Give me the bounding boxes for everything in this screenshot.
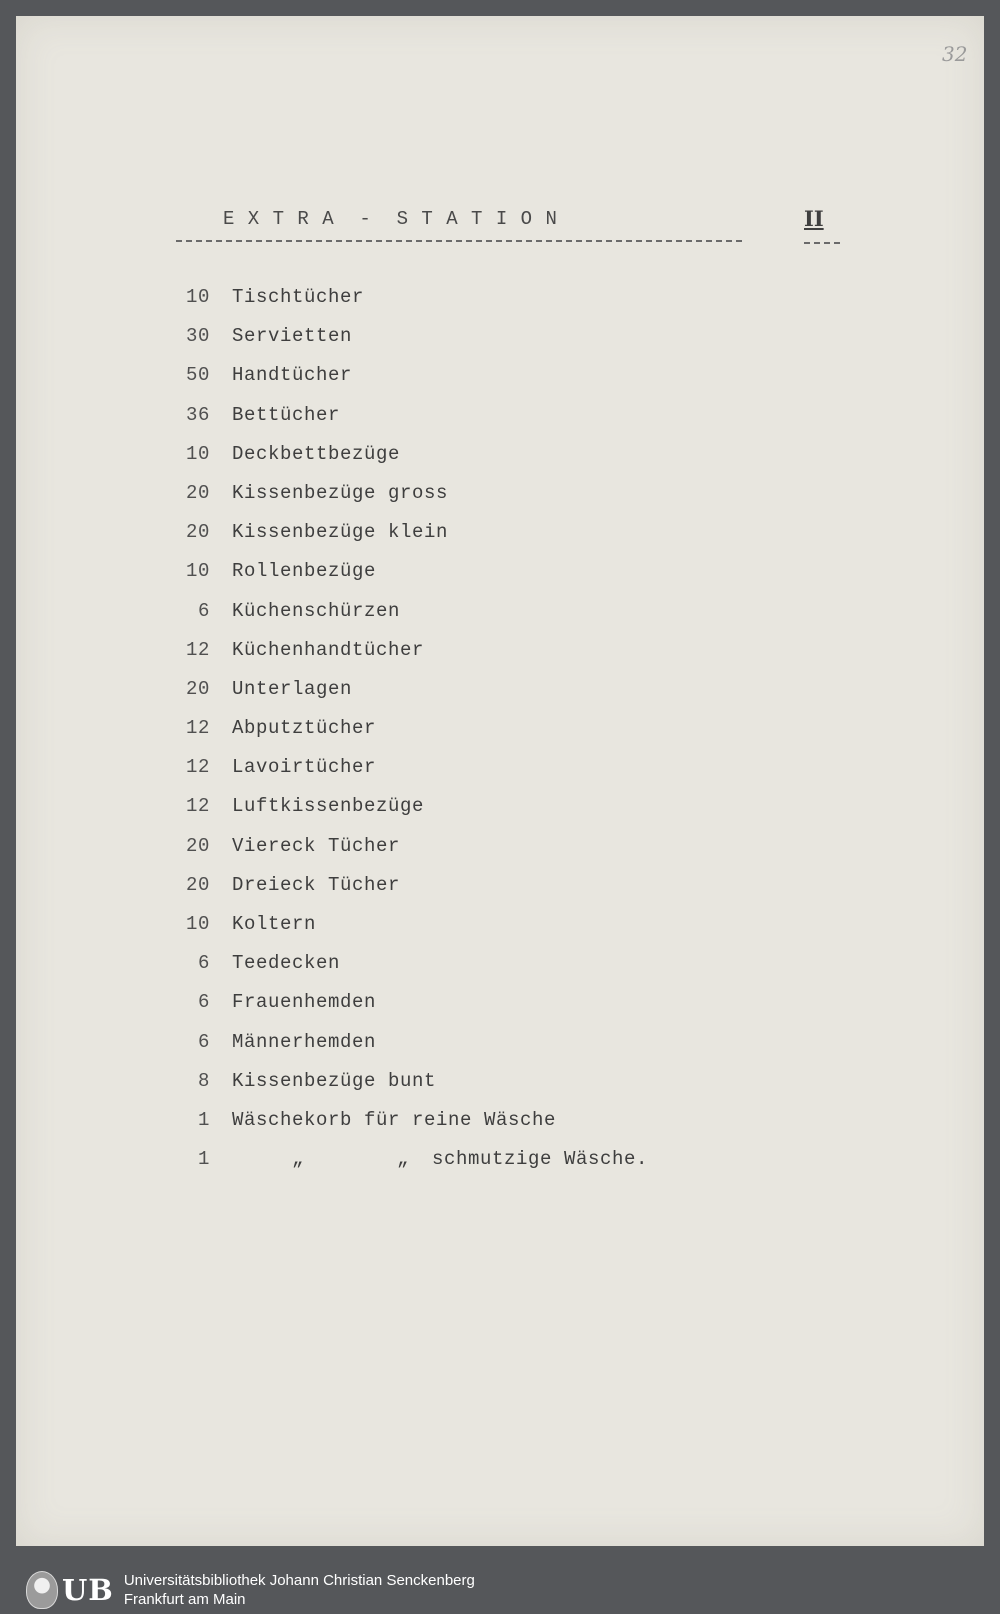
list-item xyxy=(176,1109,648,1148)
list-item xyxy=(176,913,648,952)
item-description: Tischtücher xyxy=(232,286,365,308)
item-quantity: 20 xyxy=(185,873,210,896)
list-item xyxy=(176,364,648,403)
item-description: Männerhemden xyxy=(232,1030,377,1053)
item-description: Teedecken xyxy=(232,952,341,975)
list-item xyxy=(176,835,648,874)
item-description: Abputztücher xyxy=(232,717,377,740)
item-description: Rollenbezüge xyxy=(232,560,377,583)
list-item xyxy=(176,443,648,482)
item-quantity: 36 xyxy=(185,403,210,426)
item-quantity: 10 xyxy=(185,286,210,308)
institution-name xyxy=(124,1571,475,1609)
item-description: Bettücher xyxy=(232,403,341,426)
list-item xyxy=(176,286,648,325)
list-item xyxy=(176,991,648,1030)
item-quantity: 12 xyxy=(185,638,210,661)
item-quantity: 20 xyxy=(185,834,210,857)
item-description: Unterlagen xyxy=(232,677,353,700)
item-quantity: 12 xyxy=(185,756,210,779)
item-quantity: 6 xyxy=(197,991,210,1014)
ditto-mark: „ xyxy=(291,1148,304,1171)
list-item xyxy=(176,404,648,443)
item-quantity: 20 xyxy=(185,521,210,544)
item-quantity: 10 xyxy=(185,442,210,465)
item-quantity: 50 xyxy=(185,364,210,387)
item-description: Koltern xyxy=(232,913,317,935)
page-number: 32 xyxy=(942,42,968,66)
item-description: Kissenbezüge gross xyxy=(232,481,449,504)
item-quantity: 6 xyxy=(197,1030,210,1053)
list-item xyxy=(176,325,648,364)
page-heading: E X T R A - S T A T I O N xyxy=(223,208,558,230)
portrait-icon xyxy=(26,1571,58,1609)
item-quantity: 30 xyxy=(185,325,210,348)
item-quantity: 6 xyxy=(197,952,210,975)
station-number: II xyxy=(804,206,824,231)
item-quantity: 10 xyxy=(185,913,210,935)
list-item xyxy=(176,952,648,991)
item-quantity: 10 xyxy=(185,560,210,583)
linen-list xyxy=(176,286,648,1187)
footer-bar xyxy=(0,1566,1000,1614)
item-description: Kissenbezüge klein xyxy=(232,521,449,544)
list-item xyxy=(176,756,648,795)
ub-logo xyxy=(26,1571,114,1609)
item-description: Deckbettbezüge xyxy=(232,442,401,465)
list-item xyxy=(176,678,648,717)
item-description: Dreieck Tücher xyxy=(232,873,401,896)
item-description: Frauenhemden xyxy=(232,991,377,1014)
institution-line-1: Universitätsbibliothek Johann Christian Senckenberg xyxy=(123,1572,475,1589)
list-item xyxy=(176,795,648,834)
item-description xyxy=(232,1148,648,1170)
institution-line-2: Frankfurt am Main xyxy=(123,1591,246,1608)
item-quantity: 1 xyxy=(197,1148,210,1171)
ditto-mark: „ xyxy=(396,1148,409,1171)
item-quantity: 20 xyxy=(185,677,210,700)
item-quantity: 12 xyxy=(185,717,210,740)
list-item xyxy=(176,482,648,521)
item-quantity: 20 xyxy=(185,481,210,504)
item-quantity: 6 xyxy=(197,599,210,622)
item-description: Viereck Tücher xyxy=(232,834,401,857)
item-description: Kissenbezüge bunt xyxy=(232,1069,437,1092)
item-quantity: 1 xyxy=(197,1108,210,1131)
list-item xyxy=(176,521,648,560)
item-description-text: schmutzige Wäsche. xyxy=(432,1148,649,1171)
list-item xyxy=(176,560,648,599)
item-description: Küchenschürzen xyxy=(232,599,401,622)
item-description: Luftkissenbezüge xyxy=(232,795,425,818)
station-underline xyxy=(804,242,840,244)
item-description: Wäschekorb für reine Wäsche xyxy=(232,1108,557,1131)
list-item xyxy=(176,1031,648,1070)
item-description: Lavoirtücher xyxy=(232,756,377,779)
list-item xyxy=(176,600,648,639)
list-item xyxy=(176,717,648,756)
item-quantity: 12 xyxy=(185,795,210,818)
list-item xyxy=(176,1070,648,1109)
item-description: Servietten xyxy=(232,325,353,348)
logo-text: UB xyxy=(62,1573,114,1607)
document-page xyxy=(16,16,984,1546)
list-item-ditto xyxy=(176,1148,648,1187)
list-item xyxy=(176,639,648,678)
list-item xyxy=(176,874,648,913)
item-quantity: 8 xyxy=(197,1069,210,1092)
item-description: Küchenhandtücher xyxy=(232,638,425,661)
item-description: Handtücher xyxy=(232,364,353,387)
heading-underline xyxy=(176,240,742,242)
